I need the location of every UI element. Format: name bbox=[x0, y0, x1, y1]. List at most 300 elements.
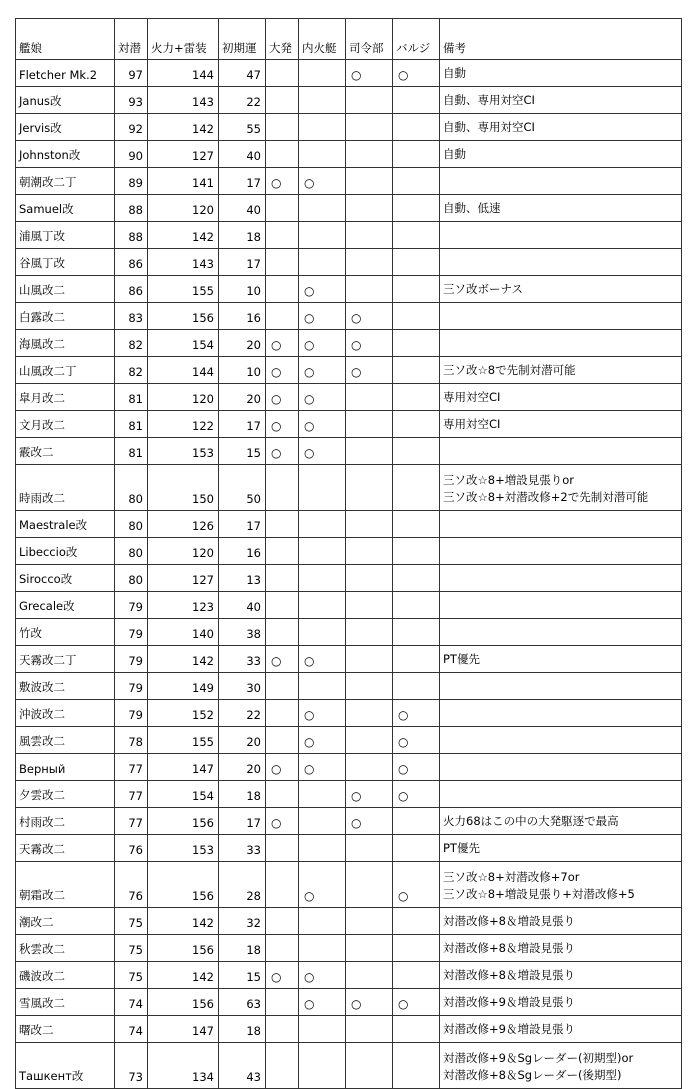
cell-note bbox=[440, 673, 682, 700]
cell-bulge bbox=[393, 411, 440, 438]
note-line: 三ソ改ボーナス bbox=[443, 282, 524, 296]
cell-luck: 20 bbox=[219, 754, 266, 781]
cell-luck: 13 bbox=[219, 565, 266, 592]
cell-daihatsu bbox=[266, 781, 299, 808]
cell-luck: 30 bbox=[219, 673, 266, 700]
cell-luck: 22 bbox=[219, 700, 266, 727]
table-row bbox=[16, 168, 682, 195]
table-row bbox=[16, 862, 682, 908]
cell-daihatsu bbox=[266, 862, 299, 908]
cell-firepower: 120 bbox=[148, 538, 219, 565]
cell-firepower: 144 bbox=[148, 60, 219, 87]
note-line: 専用対空CI bbox=[443, 417, 501, 431]
cell-asw: 77 bbox=[115, 808, 148, 835]
note-line: 対潜改修+9＆Sgレーダー(初期型)or bbox=[443, 1051, 634, 1065]
cell-firepower: 155 bbox=[148, 276, 219, 303]
cell-bulge bbox=[393, 646, 440, 673]
cell-firepower: 149 bbox=[148, 673, 219, 700]
cell-naika bbox=[299, 249, 346, 276]
cell-luck: 63 bbox=[219, 989, 266, 1016]
cell-asw: 80 bbox=[115, 565, 148, 592]
table-row bbox=[16, 276, 682, 303]
cell-daihatsu bbox=[266, 1016, 299, 1043]
cell-naika bbox=[299, 673, 346, 700]
cell-asw: 75 bbox=[115, 962, 148, 989]
note-line: 自動、専用対空CI bbox=[443, 120, 535, 134]
cell-naika bbox=[299, 538, 346, 565]
cell-daihatsu bbox=[266, 249, 299, 276]
cell-naika bbox=[299, 908, 346, 935]
table-row bbox=[16, 619, 682, 646]
cell-luck: 18 bbox=[219, 781, 266, 808]
cell-naika: ○ bbox=[299, 384, 346, 411]
cell-name: Grecale改 bbox=[16, 592, 115, 619]
cell-asw: 92 bbox=[115, 114, 148, 141]
cell-asw: 79 bbox=[115, 592, 148, 619]
table-row bbox=[16, 1043, 682, 1089]
cell-naika: ○ bbox=[299, 303, 346, 330]
cell-bulge bbox=[393, 141, 440, 168]
cell-naika bbox=[299, 222, 346, 249]
note-line: 火力68はこの中の大発駆逐で最高 bbox=[443, 814, 619, 828]
cell-bulge bbox=[393, 511, 440, 538]
cell-luck: 15 bbox=[219, 962, 266, 989]
cell-daihatsu bbox=[266, 87, 299, 114]
cell-asw: 89 bbox=[115, 168, 148, 195]
cell-asw: 74 bbox=[115, 1016, 148, 1043]
cell-daihatsu bbox=[266, 538, 299, 565]
note-line: 対潜改修+9＆増設見張り bbox=[443, 995, 575, 1009]
header-row bbox=[16, 19, 682, 60]
cell-asw: 79 bbox=[115, 700, 148, 727]
cell-shireibu bbox=[346, 465, 393, 511]
cell-luck: 32 bbox=[219, 908, 266, 935]
cell-name: 曙改二 bbox=[16, 1016, 115, 1043]
cell-name: Libeccio改 bbox=[16, 538, 115, 565]
cell-shireibu bbox=[346, 114, 393, 141]
header-firepower: 火力+雷装 bbox=[148, 19, 219, 60]
note-line: 専用対空CI bbox=[443, 390, 501, 404]
cell-naika bbox=[299, 60, 346, 87]
cell-daihatsu bbox=[266, 1043, 299, 1089]
cell-luck: 20 bbox=[219, 384, 266, 411]
cell-firepower: 142 bbox=[148, 114, 219, 141]
cell-note bbox=[440, 538, 682, 565]
cell-asw: 86 bbox=[115, 249, 148, 276]
table-row bbox=[16, 808, 682, 835]
cell-asw: 90 bbox=[115, 141, 148, 168]
cell-luck: 33 bbox=[219, 835, 266, 862]
cell-naika bbox=[299, 619, 346, 646]
cell-bulge: ○ bbox=[393, 754, 440, 781]
cell-daihatsu bbox=[266, 60, 299, 87]
cell-firepower: 126 bbox=[148, 511, 219, 538]
cell-note bbox=[440, 989, 682, 1016]
cell-shireibu bbox=[346, 141, 393, 168]
cell-note bbox=[440, 700, 682, 727]
table-row bbox=[16, 1016, 682, 1043]
cell-bulge bbox=[393, 222, 440, 249]
cell-bulge bbox=[393, 249, 440, 276]
cell-shireibu: ○ bbox=[346, 60, 393, 87]
header-luck: 初期運 bbox=[219, 19, 266, 60]
cell-name: Samuel改 bbox=[16, 195, 115, 222]
cell-naika bbox=[299, 592, 346, 619]
cell-note bbox=[440, 303, 682, 330]
cell-firepower: 152 bbox=[148, 700, 219, 727]
cell-name: 風雲改二 bbox=[16, 727, 115, 754]
cell-luck: 28 bbox=[219, 862, 266, 908]
cell-naika bbox=[299, 114, 346, 141]
cell-bulge bbox=[393, 384, 440, 411]
table-row bbox=[16, 141, 682, 168]
cell-bulge bbox=[393, 276, 440, 303]
table-row bbox=[16, 989, 682, 1016]
cell-shireibu: ○ bbox=[346, 303, 393, 330]
cell-shireibu bbox=[346, 1043, 393, 1089]
cell-naika bbox=[299, 87, 346, 114]
table-body bbox=[16, 60, 682, 1089]
cell-firepower: 142 bbox=[148, 222, 219, 249]
table-row bbox=[16, 754, 682, 781]
cell-bulge bbox=[393, 168, 440, 195]
cell-firepower: 142 bbox=[148, 962, 219, 989]
cell-daihatsu: ○ bbox=[266, 438, 299, 465]
cell-name: Верный bbox=[16, 754, 115, 781]
cell-shireibu bbox=[346, 222, 393, 249]
cell-luck: 47 bbox=[219, 60, 266, 87]
cell-daihatsu bbox=[266, 141, 299, 168]
cell-note bbox=[440, 619, 682, 646]
cell-luck: 38 bbox=[219, 619, 266, 646]
cell-note bbox=[440, 438, 682, 465]
cell-luck: 17 bbox=[219, 168, 266, 195]
cell-asw: 75 bbox=[115, 935, 148, 962]
cell-bulge: ○ bbox=[393, 781, 440, 808]
note-line: PT優先 bbox=[443, 652, 480, 666]
note-line: 三ソ改☆8+対潜改修+7or bbox=[443, 870, 580, 884]
cell-shireibu bbox=[346, 908, 393, 935]
cell-shireibu bbox=[346, 862, 393, 908]
table-row bbox=[16, 673, 682, 700]
cell-name: Sirocco改 bbox=[16, 565, 115, 592]
cell-daihatsu: ○ bbox=[266, 357, 299, 384]
cell-note bbox=[440, 808, 682, 835]
cell-name: Janus改 bbox=[16, 87, 115, 114]
cell-shireibu: ○ bbox=[346, 808, 393, 835]
table-row bbox=[16, 538, 682, 565]
cell-note bbox=[440, 1016, 682, 1043]
cell-note bbox=[440, 195, 682, 222]
cell-naika bbox=[299, 465, 346, 511]
cell-shireibu bbox=[346, 87, 393, 114]
cell-asw: 74 bbox=[115, 989, 148, 1016]
cell-luck: 55 bbox=[219, 114, 266, 141]
cell-firepower: 143 bbox=[148, 87, 219, 114]
cell-luck: 22 bbox=[219, 87, 266, 114]
cell-bulge bbox=[393, 808, 440, 835]
cell-luck: 17 bbox=[219, 411, 266, 438]
cell-bulge bbox=[393, 114, 440, 141]
cell-note bbox=[440, 384, 682, 411]
cell-daihatsu: ○ bbox=[266, 411, 299, 438]
note-line: 自動、専用対空CI bbox=[443, 93, 535, 107]
cell-luck: 33 bbox=[219, 646, 266, 673]
cell-asw: 75 bbox=[115, 908, 148, 935]
cell-bulge bbox=[393, 357, 440, 384]
cell-asw: 97 bbox=[115, 60, 148, 87]
cell-shireibu bbox=[346, 700, 393, 727]
cell-note bbox=[440, 727, 682, 754]
cell-name: 竹改 bbox=[16, 619, 115, 646]
cell-naika bbox=[299, 781, 346, 808]
cell-daihatsu bbox=[266, 835, 299, 862]
cell-asw: 86 bbox=[115, 276, 148, 303]
cell-name: 天霧改二丁 bbox=[16, 646, 115, 673]
cell-daihatsu: ○ bbox=[266, 754, 299, 781]
cell-shireibu bbox=[346, 438, 393, 465]
cell-naika bbox=[299, 935, 346, 962]
cell-naika: ○ bbox=[299, 646, 346, 673]
header-asw: 対潜 bbox=[115, 19, 148, 60]
cell-shireibu bbox=[346, 619, 393, 646]
table-row bbox=[16, 935, 682, 962]
cell-daihatsu bbox=[266, 511, 299, 538]
table-row bbox=[16, 411, 682, 438]
cell-daihatsu bbox=[266, 465, 299, 511]
cell-name: 秋雲改二 bbox=[16, 935, 115, 962]
table-row bbox=[16, 781, 682, 808]
cell-note bbox=[440, 222, 682, 249]
cell-luck: 40 bbox=[219, 195, 266, 222]
note-line: 自動 bbox=[443, 147, 466, 161]
cell-firepower: 143 bbox=[148, 249, 219, 276]
note-line: 三ソ改☆8で先制対潜可能 bbox=[443, 363, 576, 377]
cell-firepower: 154 bbox=[148, 781, 219, 808]
cell-note bbox=[440, 754, 682, 781]
cell-asw: 80 bbox=[115, 465, 148, 511]
cell-bulge bbox=[393, 1043, 440, 1089]
note-line: PT優先 bbox=[443, 841, 480, 855]
cell-naika: ○ bbox=[299, 754, 346, 781]
cell-daihatsu bbox=[266, 673, 299, 700]
note-line: 対潜改修+8＆増設見張り bbox=[443, 968, 575, 982]
cell-daihatsu: ○ bbox=[266, 808, 299, 835]
cell-bulge bbox=[393, 330, 440, 357]
cell-bulge bbox=[393, 87, 440, 114]
cell-daihatsu: ○ bbox=[266, 646, 299, 673]
cell-naika: ○ bbox=[299, 330, 346, 357]
cell-shireibu bbox=[346, 168, 393, 195]
cell-bulge bbox=[393, 538, 440, 565]
cell-shireibu: ○ bbox=[346, 781, 393, 808]
cell-naika bbox=[299, 141, 346, 168]
table-row bbox=[16, 303, 682, 330]
cell-asw: 81 bbox=[115, 438, 148, 465]
cell-note bbox=[440, 962, 682, 989]
cell-shireibu bbox=[346, 195, 393, 222]
note-line: 対潜改修+8＆増設見張り bbox=[443, 941, 575, 955]
header-note: 備考 bbox=[440, 19, 682, 60]
cell-luck: 20 bbox=[219, 330, 266, 357]
cell-asw: 83 bbox=[115, 303, 148, 330]
cell-note bbox=[440, 411, 682, 438]
cell-naika bbox=[299, 835, 346, 862]
cell-shireibu bbox=[346, 411, 393, 438]
cell-firepower: 156 bbox=[148, 808, 219, 835]
cell-shireibu bbox=[346, 538, 393, 565]
table-row bbox=[16, 511, 682, 538]
header-naika: 内火艇 bbox=[299, 19, 346, 60]
cell-shireibu bbox=[346, 592, 393, 619]
cell-shireibu bbox=[346, 249, 393, 276]
cell-asw: 81 bbox=[115, 411, 148, 438]
cell-name: 霰改二 bbox=[16, 438, 115, 465]
cell-asw: 88 bbox=[115, 195, 148, 222]
table-row bbox=[16, 908, 682, 935]
cell-luck: 15 bbox=[219, 438, 266, 465]
cell-firepower: 134 bbox=[148, 1043, 219, 1089]
cell-bulge bbox=[393, 592, 440, 619]
cell-bulge bbox=[393, 1016, 440, 1043]
cell-name: 朝潮改二丁 bbox=[16, 168, 115, 195]
cell-naika bbox=[299, 195, 346, 222]
cell-shireibu: ○ bbox=[346, 330, 393, 357]
cell-luck: 16 bbox=[219, 538, 266, 565]
cell-shireibu bbox=[346, 1016, 393, 1043]
header-daihatsu: 大発 bbox=[266, 19, 299, 60]
cell-naika: ○ bbox=[299, 989, 346, 1016]
cell-shireibu: ○ bbox=[346, 989, 393, 1016]
cell-bulge: ○ bbox=[393, 60, 440, 87]
cell-name: 潮改二 bbox=[16, 908, 115, 935]
cell-name: 皐月改二 bbox=[16, 384, 115, 411]
cell-firepower: 155 bbox=[148, 727, 219, 754]
cell-daihatsu: ○ bbox=[266, 330, 299, 357]
note-line: 自動、低速 bbox=[443, 201, 501, 215]
cell-name: 朝霜改二 bbox=[16, 862, 115, 908]
cell-luck: 40 bbox=[219, 141, 266, 168]
cell-daihatsu bbox=[266, 989, 299, 1016]
cell-naika: ○ bbox=[299, 962, 346, 989]
cell-firepower: 142 bbox=[148, 908, 219, 935]
cell-bulge bbox=[393, 438, 440, 465]
cell-note bbox=[440, 249, 682, 276]
cell-luck: 18 bbox=[219, 935, 266, 962]
cell-asw: 81 bbox=[115, 384, 148, 411]
cell-firepower: 127 bbox=[148, 141, 219, 168]
cell-asw: 78 bbox=[115, 727, 148, 754]
note-line: 三ソ改☆8+増設見張りor bbox=[443, 473, 575, 487]
table-row bbox=[16, 195, 682, 222]
cell-naika: ○ bbox=[299, 411, 346, 438]
cell-bulge bbox=[393, 835, 440, 862]
cell-name: 敷波改二 bbox=[16, 673, 115, 700]
cell-bulge bbox=[393, 619, 440, 646]
cell-name: 沖波改二 bbox=[16, 700, 115, 727]
cell-note bbox=[440, 646, 682, 673]
ship-table bbox=[15, 18, 682, 1089]
cell-daihatsu bbox=[266, 592, 299, 619]
cell-firepower: 123 bbox=[148, 592, 219, 619]
cell-asw: 73 bbox=[115, 1043, 148, 1089]
cell-note bbox=[440, 60, 682, 87]
table-row bbox=[16, 438, 682, 465]
table-row bbox=[16, 87, 682, 114]
note-line: 三ソ改☆8+対潜改修+2で先制対潜可能 bbox=[443, 490, 649, 504]
header-shireibu: 司令部 bbox=[346, 19, 393, 60]
cell-note bbox=[440, 276, 682, 303]
note-line: 自動 bbox=[443, 66, 466, 80]
cell-naika bbox=[299, 1016, 346, 1043]
cell-luck: 17 bbox=[219, 808, 266, 835]
cell-firepower: 140 bbox=[148, 619, 219, 646]
cell-note bbox=[440, 168, 682, 195]
cell-name: Fletcher Mk.2 bbox=[16, 60, 115, 87]
cell-daihatsu bbox=[266, 619, 299, 646]
cell-firepower: 156 bbox=[148, 935, 219, 962]
cell-asw: 80 bbox=[115, 538, 148, 565]
cell-asw: 77 bbox=[115, 781, 148, 808]
cell-name: 文月改二 bbox=[16, 411, 115, 438]
cell-luck: 17 bbox=[219, 249, 266, 276]
cell-daihatsu bbox=[266, 303, 299, 330]
cell-daihatsu: ○ bbox=[266, 962, 299, 989]
cell-name: 雪風改二 bbox=[16, 989, 115, 1016]
cell-asw: 80 bbox=[115, 511, 148, 538]
cell-luck: 18 bbox=[219, 1016, 266, 1043]
cell-luck: 40 bbox=[219, 592, 266, 619]
cell-naika bbox=[299, 511, 346, 538]
cell-bulge bbox=[393, 195, 440, 222]
cell-daihatsu bbox=[266, 908, 299, 935]
cell-bulge: ○ bbox=[393, 727, 440, 754]
note-line: 対潜改修+9＆増設見張り bbox=[443, 1022, 575, 1036]
cell-daihatsu bbox=[266, 276, 299, 303]
table-row bbox=[16, 357, 682, 384]
cell-shireibu bbox=[346, 835, 393, 862]
cell-shireibu bbox=[346, 646, 393, 673]
table-row bbox=[16, 60, 682, 87]
cell-bulge bbox=[393, 303, 440, 330]
cell-shireibu bbox=[346, 511, 393, 538]
cell-daihatsu bbox=[266, 727, 299, 754]
cell-asw: 79 bbox=[115, 673, 148, 700]
table-row bbox=[16, 592, 682, 619]
cell-note bbox=[440, 1043, 682, 1089]
cell-name: 海風改二 bbox=[16, 330, 115, 357]
cell-firepower: 153 bbox=[148, 438, 219, 465]
cell-firepower: 142 bbox=[148, 646, 219, 673]
cell-naika: ○ bbox=[299, 700, 346, 727]
cell-shireibu bbox=[346, 727, 393, 754]
cell-firepower: 147 bbox=[148, 754, 219, 781]
cell-naika: ○ bbox=[299, 862, 346, 908]
note-line: 三ソ改☆8+増設見張り+対潜改修+5 bbox=[443, 887, 635, 901]
cell-firepower: 147 bbox=[148, 1016, 219, 1043]
note-line: 対潜改修+8＆Sgレーダー(後期型) bbox=[443, 1068, 622, 1082]
cell-luck: 43 bbox=[219, 1043, 266, 1089]
table-row bbox=[16, 646, 682, 673]
cell-luck: 18 bbox=[219, 222, 266, 249]
cell-asw: 77 bbox=[115, 754, 148, 781]
cell-name: 浦風丁改 bbox=[16, 222, 115, 249]
cell-firepower: 154 bbox=[148, 330, 219, 357]
cell-luck: 20 bbox=[219, 727, 266, 754]
cell-note bbox=[440, 862, 682, 908]
table-row bbox=[16, 222, 682, 249]
cell-daihatsu: ○ bbox=[266, 168, 299, 195]
